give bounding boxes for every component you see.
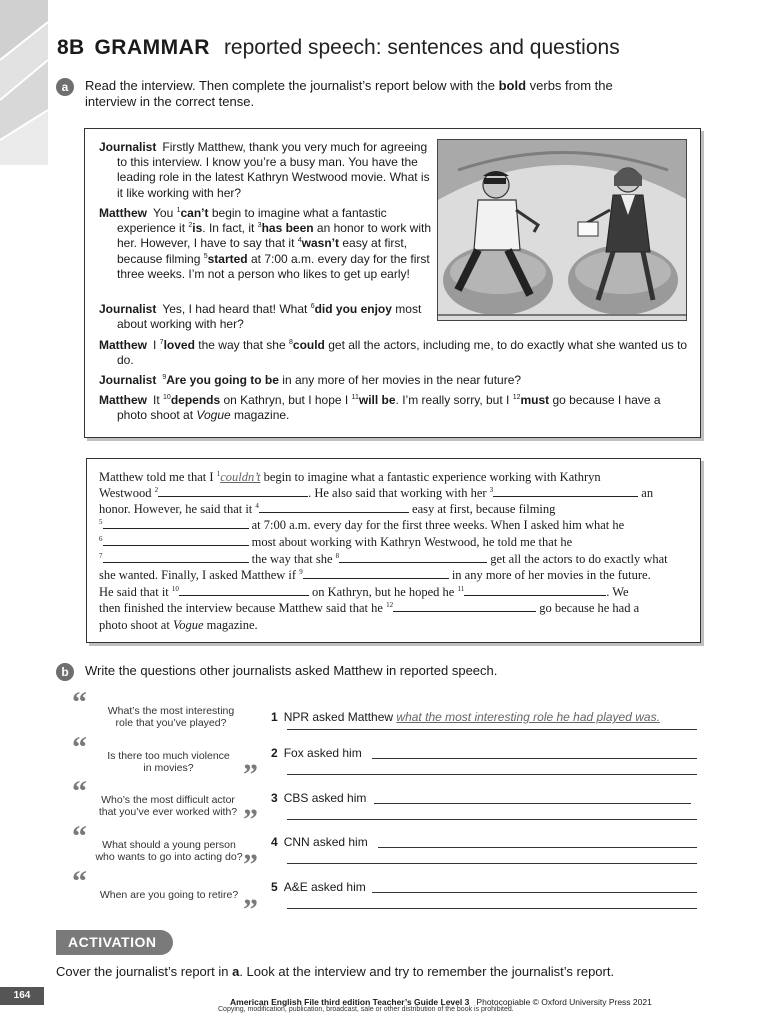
interview-turn-journalist-2: Journalist Yes, I had heard that! What $^6$did you enjoy most about working with her? xyxy=(99,302,422,332)
interview-illustration xyxy=(437,139,687,321)
interview-turn-matthew-3: Matthew It $^{10}$depends on Kathryn, but I hope I $^{11}$will be. I’m really sorry, but I $^{12}$must go because I have a photo shoot at Vogue magazine. xyxy=(99,393,661,423)
blank-4[interactable] xyxy=(259,502,409,513)
quote-2: Is there too much violence in movies? xyxy=(107,750,230,774)
answer-line[interactable] xyxy=(287,863,697,864)
exercise-b-item-3: 3 CBS asked him xyxy=(271,791,367,805)
close-quote-icon: ” xyxy=(243,848,258,881)
report-line-8: He said that it $^{10}$ on Kathryn, but he hoped he $^{11}$ . We xyxy=(99,584,629,599)
report-line-2: Westwood $^2$ . He also said that working with her $^3$ an xyxy=(99,485,654,500)
lesson-category: GRAMMAR xyxy=(94,36,210,59)
blank-6[interactable] xyxy=(103,535,249,546)
report-example-answer: couldn’t xyxy=(220,470,261,484)
answer-line[interactable] xyxy=(287,774,697,775)
open-quote-icon: “ xyxy=(72,865,87,898)
answer-line[interactable] xyxy=(374,803,691,804)
corner-decoration xyxy=(0,0,48,165)
report-line-10: photo shoot at Vogue magazine. xyxy=(99,618,258,632)
blank-3[interactable] xyxy=(493,486,638,497)
report-line-6: $^7$ the way that she $^8$ get all the actors to do exactly what xyxy=(99,551,668,566)
blank-5[interactable] xyxy=(103,518,249,529)
interview-turn-matthew-1: Matthew You $^1$can’t begin to imagine what a fantastic experience it $^2$is. In fact, it $^3$has been an honor to work with her. However, I have to say that it $^4$wasn’t easy at first, because filming $^5$started at 7:00 a.m. every day for the first three weeks. I’m not a person who likes to get up early! xyxy=(99,206,431,281)
exercise-b-item-4: 4 CNN asked him xyxy=(271,835,368,849)
section-b-instruction: Write the questions other journalists asked Matthew in reported speech. xyxy=(85,663,498,678)
report-line-5: $^6$ most about working with Kathryn Westwood, he told me that he xyxy=(99,534,573,549)
section-a-badge: a xyxy=(56,78,74,96)
interview-turn-journalist-3: Journalist $^9$Are you going to be in any more of her movies in the near future? xyxy=(99,373,522,387)
answer-line[interactable] xyxy=(287,908,697,909)
close-quote-icon: ” xyxy=(243,803,258,836)
open-quote-icon: “ xyxy=(72,775,87,808)
journalist-report-box xyxy=(86,458,701,643)
interview-turn-matthew-2: Matthew I $^7$loved the way that she $^8$could get all the actors, including me, to do exactly what she wanted us to do. xyxy=(99,338,688,368)
answer-line[interactable] xyxy=(378,847,697,848)
footer-notice: Copying, modification, publication, broadcast, sale or other distribution of the book is prohibited. xyxy=(218,1006,514,1013)
quote-4: What should a young person who wants to go into acting do? xyxy=(95,839,243,863)
exercise-b-item-2: 2 Fox asked him xyxy=(271,746,362,760)
close-quote-icon: ” xyxy=(243,893,258,926)
lesson-code: 8B xyxy=(57,36,85,59)
answer-line[interactable] xyxy=(372,758,697,759)
report-line-1: Matthew told me that I $^1$couldn’t begin to imagine what a fantastic experience working with Kathryn xyxy=(99,469,601,484)
blank-8[interactable] xyxy=(339,552,487,563)
blank-2[interactable] xyxy=(158,486,308,497)
answer-line[interactable] xyxy=(287,819,697,820)
answer-line[interactable] xyxy=(287,729,697,730)
section-a-instruction: Read the interview. Then complete the journalist’s report below with the bold verbs from the interview in the correct tense. xyxy=(85,78,613,109)
blank-7[interactable] xyxy=(103,552,249,563)
open-quote-icon: “ xyxy=(72,820,87,853)
section-b-badge: b xyxy=(56,663,74,681)
quote-1: What’s the most interesting role that you’ve played? xyxy=(107,705,235,729)
page-number: 164 xyxy=(0,987,44,1005)
lesson-topic: reported speech: sentences and questions xyxy=(223,36,620,59)
blank-11[interactable] xyxy=(464,585,606,596)
report-line-7: she wanted. Finally, I asked Matthew if $^9$ in any more of her movies in the future. xyxy=(99,567,651,582)
blank-12[interactable] xyxy=(393,601,536,612)
interview-turn-journalist-1: Journalist Firstly Matthew, thank you very much for agreeing to this interview. I know you’re a busy man. You have the leading role in the latest Kathryn Westwood movie. What is it like working with her? xyxy=(99,140,430,200)
exercise-b-item-5: 5 A&E asked him xyxy=(271,880,366,894)
open-quote-icon: “ xyxy=(72,686,87,719)
report-line-9: then finished the interview because Matthew said that he $^{12}$ go because he had a xyxy=(99,600,640,615)
footer-credit: American English File third edition Teacher’s Guide Level 3 Photocopiable © Oxford University Press 2021 xyxy=(230,997,652,1007)
report-line-3: honor. However, he said that it $^4$ easy at first, because filming xyxy=(99,501,556,516)
page-title xyxy=(57,36,620,60)
report-line-4: $^5$ at 7:00 a.m. every day for the first three weeks. When I asked him what he xyxy=(99,517,625,532)
exercise-b-item-1: 1 NPR asked Matthew what the most interesting role he had played was. xyxy=(271,710,660,724)
answer-line[interactable] xyxy=(372,892,697,893)
quote-3: Who’s the most difficult actor that you’ve ever worked with? xyxy=(98,794,238,818)
blank-9[interactable] xyxy=(303,568,449,579)
activation-label: ACTIVATION xyxy=(56,930,173,955)
close-quote-icon: ” xyxy=(243,758,258,791)
open-quote-icon: “ xyxy=(72,731,87,764)
quote-5: When are you going to retire? xyxy=(99,889,239,901)
activation-text: Cover the journalist’s report in a. Look at the interview and try to remember the journalist’s report. xyxy=(56,964,615,979)
blank-10[interactable] xyxy=(179,585,309,596)
